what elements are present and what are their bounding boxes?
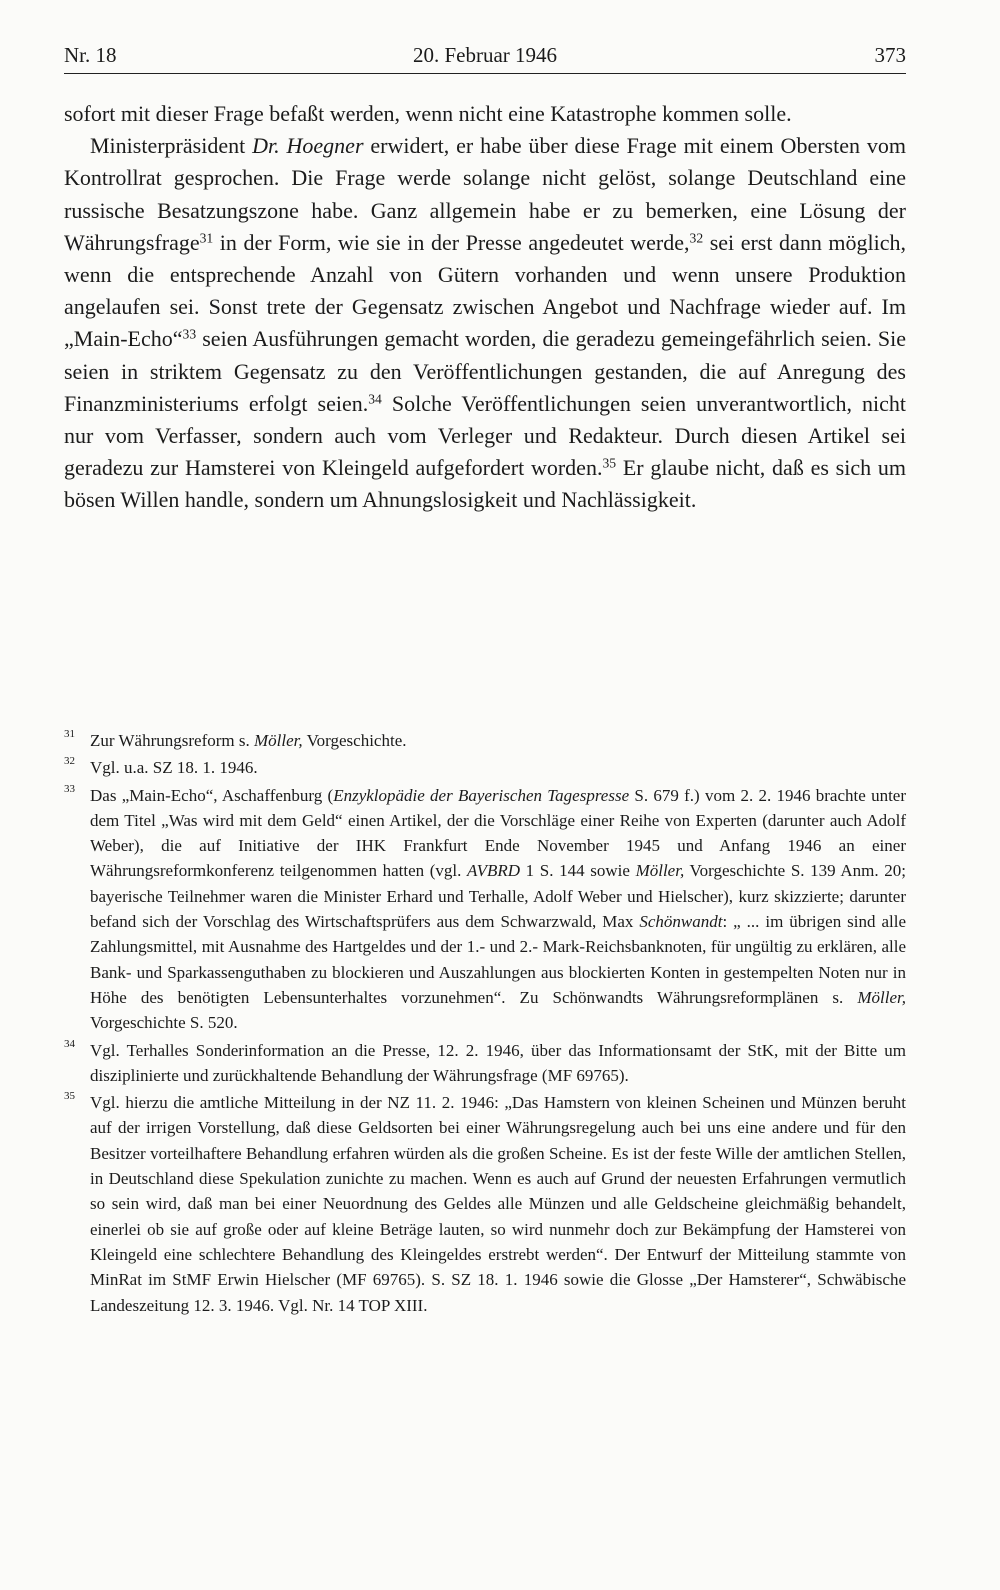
footnote-33	[64, 783, 906, 1036]
text-run: Vorgeschichte S. 520.	[90, 1013, 238, 1033]
footnote-number: 33	[64, 782, 75, 795]
footnote-ref-33[interactable]: 33	[182, 326, 197, 342]
text-run: Vorgeschichte S. 139 Anm. 20; bayerische Teilnehmer waren die Minister Erhard und Terhalle, Adolf Weber und Hielscher), kurz skizzierte; darunter befand sich der Vorschlag des Wirtschaftsprüfers aus dem Schwarzwald, Max	[90, 861, 906, 932]
main-text	[64, 98, 906, 517]
text-run: Vgl. u.a. SZ 18. 1. 1946.	[90, 758, 258, 778]
text-run: in der Form, wie sie in der Presse angedeutet werde,	[213, 229, 690, 255]
footnote-34	[64, 1038, 906, 1089]
footnote-ref-35[interactable]: 35	[602, 455, 617, 471]
footnote-ref-32[interactable]: 32	[689, 230, 704, 246]
publication-title: Enzyklopädie der Bayerischen Tagespresse	[333, 785, 630, 805]
text-run: Ministerpräsident	[90, 133, 253, 159]
text-run: Er glaube nicht, daß es sich um bösen Willen handle, sondern um Ahnungslosigkeit und Nachlässigkeit.	[64, 455, 906, 513]
publication-title: AVBRD	[467, 861, 521, 881]
footnote-number: 32	[64, 755, 75, 768]
text-run: erwidert, er habe über diese Frage mit einem Obersten vom Kontrollrat gesprochen. Die Frage werde solange nicht gelöst, solange Deutschland eine russische Besatzungszone habe. Ganz allgemein habe er zu bemerken, eine Lösung der Währungsfrage	[64, 133, 906, 255]
text-run: S. 679 f.) vom 2. 2. 1946 brachte unter dem Titel „Was wird mit dem Geld“ einen Artikel, der die Vorschläge einer Reihe von Experten (darunter auch Adolf Weber), die auf Initiative der IHK Frankfurt Ende November 1945 und Anfang 1946 an einer Währungsreformkonferenz teilgenommen hatten (vgl.	[90, 785, 906, 881]
footnote-32	[64, 755, 906, 780]
document-number: Nr. 18	[64, 43, 117, 67]
footnote-ref-31[interactable]: 31	[199, 230, 214, 246]
footnote-number: 35	[64, 1090, 75, 1103]
page-number: 373	[874, 43, 906, 67]
running-header	[64, 40, 906, 70]
paragraph-continuation: sofort mit dieser Frage befaßt werden, wenn nicht eine Katastrophe kommen solle.	[64, 101, 792, 126]
text-run: Solche Veröffentlichungen seien unverantwortlich, nicht nur vom Verfasser, sondern auch vom Verleger und Redakteur. Durch diesen Artikel sei geradezu zur Hamsterei von Kleingeld aufgefordert worden.	[64, 390, 906, 481]
footnote-ref-34[interactable]: 34	[368, 391, 382, 407]
text-run: : „ ... im übrigen sind alle Zahlungsmittel, mit Ausnahme des Hartgeldes und der 1.- und 2.- Mark-Reichsbanknoten, für ungültig zu erklären, alle Bank- und Sparkassenguthaben zu blockieren und Auszahlungen aus blockierten Konten in gestempelten Noten nur in Höhe des benötigten Lebensunterhaltes vorzunehmen“. Zu Schönwandts Währungsreformplänen s.	[90, 912, 906, 1007]
footnote-35	[64, 1090, 906, 1318]
text-run: seien Ausführungen gemacht worden, die geradezu gemeingefährlich seien. Sie seien in striktem Gegensatz zu den Veröffentlichungen gestanden, die auf Anregung des Finanzministeriums erfolgt seien.	[64, 326, 906, 416]
footnote-number: 31	[64, 728, 75, 740]
document-date: 20. Februar 1946	[412, 43, 558, 67]
text-run: Vgl. Terhalles Sonderinformation an die Presse, 12. 2. 1946, über das Informationsamt der StK, mit der Bitte um disziplinierte und zurückhaltende Behandlung der Währungsfrage (MF 69765).	[90, 1040, 906, 1085]
text-run: Zur Währungsreform s.	[90, 731, 254, 750]
footnote-31	[64, 728, 906, 753]
footnote-number: 34	[64, 1037, 75, 1050]
header-rule	[64, 73, 906, 74]
text-run: Vorgeschichte.	[302, 731, 407, 750]
text-run: 1 S. 144 sowie	[520, 861, 636, 881]
author-name: Möller,	[857, 987, 906, 1007]
paragraph-hoegner	[64, 130, 906, 516]
text-run: Vgl. hierzu die amtliche Mitteilung in der NZ 11. 2. 1946: „Das Hamstern von kleinen Scheinen und Münzen beruht auf der irrigen Vorstellung, daß diese Geldsorten bei einer Währungsregelung auch bei uns eine andere und für den Besitzer vorteilhaftere Behandlung erfahren würden als die großen Scheine. Es ist der feste Wille der amtlichen Stellen, in Deutschland diese Spekulation zunichte zu machen. Wenn es auch auf Grund der neuesten Erfahrungen vermutlich so sein wird, daß man bei einer Neuordnung des Geldes alle Münzen und alle Geldscheine gleichmäßig behandelt, einerlei ob sie auf große oder auf kleine Beträge lauten, so wird nunmehr doch zur Bekämpfung der Hamsterei von Kleingeld eine schlechtere Behandlung des Kleingeldes erstrebt werden“. Der Entwurf der Mitteilung stammte von MinRat im StMF Erwin Hielscher (MF 69765). S. SZ 18. 1. 1946 sowie die Glosse „Der Hamsterer“, Schwäbische Landeszeitung 12. 3. 1946. Vgl. Nr. 14 TOP XIII.	[90, 1093, 906, 1315]
text-run: sei erst dann möglich, wenn die entsprechende Anzahl von Gütern vorhanden und wenn unsere Produktion angelaufen sei. Sonst trete der Gegensatz zwischen Angebot und Nachfrage wieder auf. Im „Main-Echo“	[64, 229, 906, 352]
text-run: Das „Main-Echo“, Aschaffenburg (	[90, 785, 334, 805]
author-name: Möller,	[635, 861, 685, 881]
author-name: Möller,	[253, 731, 303, 750]
footnotes	[64, 728, 906, 1320]
person-name: Schönwandt	[639, 912, 723, 932]
speaker-name: Dr. Hoegner	[252, 133, 364, 159]
